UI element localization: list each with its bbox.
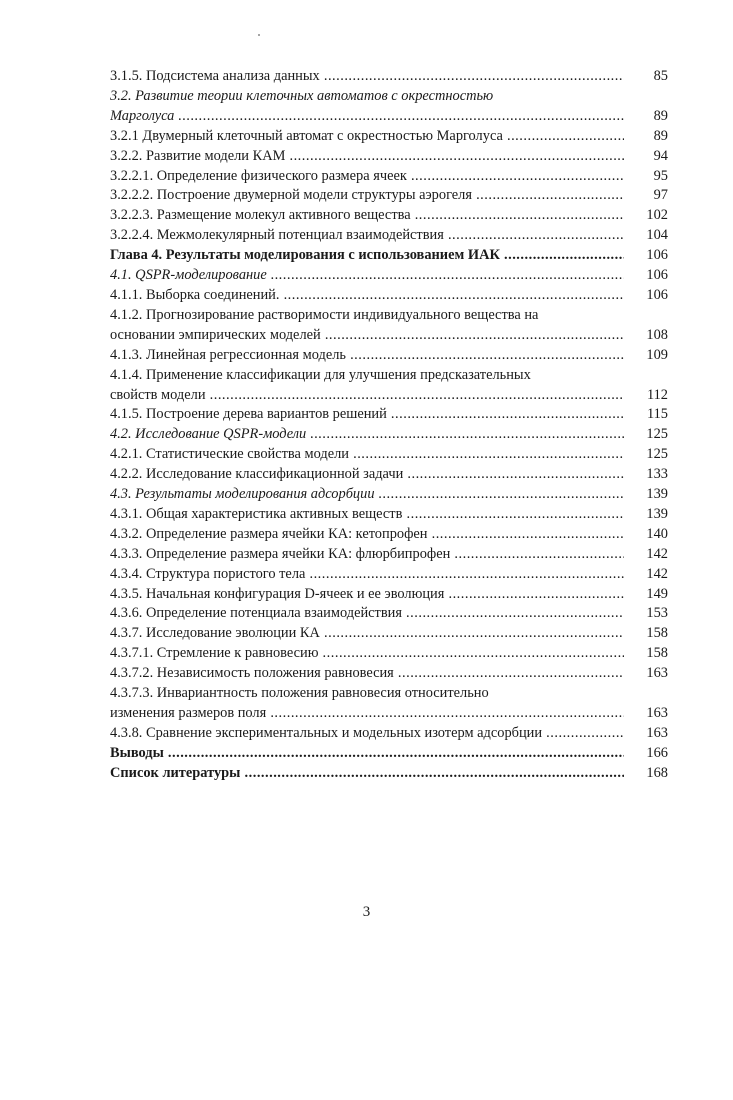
toc-entry-title: 4.1.5. Построение дерева вариантов решений .....: [110, 405, 624, 425]
toc-entry-title-line1: 4.3.7.3. Инвариантность положения равновесия относительно: [110, 685, 489, 702]
toc-entry-page: 139: [646, 505, 668, 522]
scan-speck: [258, 34, 260, 36]
toc-entry-4-3-6: [110, 604, 668, 624]
toc-entry-4-3-7-2: [110, 664, 668, 684]
toc-entry-4-3-7: [110, 624, 668, 644]
toc-entry-page: 140: [646, 525, 668, 542]
toc-entry-4-3-8: [110, 724, 668, 744]
toc-entry-title: 4.3.4. Структура пористого тела .....: [110, 565, 624, 585]
toc-entry-title-line1: 3.2. Развитие теории клеточных автоматов с окрестностью: [110, 87, 494, 104]
toc-entry-page: 158: [646, 645, 668, 662]
toc-entry-title: 4.3.5. Начальная конфигурация D-ячеек и ее эволюция .....: [110, 585, 624, 605]
toc-entry-page: 168: [646, 764, 668, 781]
toc-entry-title: 4.2.2. Исследование классификационной задачи .....: [110, 465, 624, 485]
toc-entry-title: 4.2.1. Статистические свойства модели .....: [110, 445, 624, 465]
toc-entry-4-2: [110, 425, 668, 445]
toc-entry-title: 3.2.2.2. Построение двумерной модели структуры аэрогеля .....: [110, 186, 624, 206]
toc-entry-3-2-2-4: [110, 226, 668, 246]
toc-entry-4-2-1: [110, 445, 668, 465]
toc-entry-3-2-2-1: [110, 167, 668, 187]
toc-entry-4-1: [110, 266, 668, 286]
toc-entry-page: 104: [646, 227, 668, 244]
toc-entry-title: 4.3. Результаты моделирования адсорбции .....: [110, 485, 624, 505]
toc-entry-4-1-2: [110, 306, 668, 346]
toc-entry-page: 125: [646, 446, 668, 463]
toc-entry-title: 4.2. Исследование QSPR-модели .....: [110, 425, 624, 445]
toc-entry-title: 4.1.1. Выборка соединений. .....: [110, 286, 624, 306]
toc-entry-title: 4.3.2. Определение размера ячейки КА: кетопрофен .....: [110, 525, 624, 545]
toc-entry-page: 97: [653, 187, 668, 204]
toc-entry-conclusions: [110, 744, 668, 764]
toc-entry-page: 166: [646, 744, 668, 761]
toc-entry-title: 4.1. QSPR-моделирование .....: [110, 266, 624, 286]
toc-entry-page: 106: [646, 286, 668, 303]
toc-entry-3-2: [110, 87, 668, 127]
toc-entry-4-1-4: [110, 366, 668, 406]
toc-entry-page: 89: [653, 107, 668, 124]
toc-entry-title: 3.1.5. Подсистема анализа данных .....: [110, 67, 624, 87]
toc-entry-title: изменения размеров поля .....: [110, 704, 624, 724]
toc-entry-title: Выводы .....: [110, 744, 624, 764]
toc-entry-page: 102: [646, 207, 668, 224]
toc-entry-title: Марголуса .....: [110, 107, 624, 127]
toc-entry-title: основании эмпирических моделей .....: [110, 326, 624, 346]
toc-entry-page: 163: [646, 665, 668, 682]
toc-entry-4-3-1: [110, 505, 668, 525]
toc-entry-chapter-4: [110, 246, 668, 266]
toc-entry-title-line1: 4.1.4. Применение классификации для улучшения предсказательных: [110, 366, 531, 383]
toc-entry-4-3-3: [110, 545, 668, 565]
table-of-contents: [110, 67, 668, 784]
toc-entry-page: 163: [646, 724, 668, 741]
toc-entry-4-1-1: [110, 286, 668, 306]
toc-entry-4-3-5: [110, 585, 668, 605]
toc-entry-4-3: [110, 485, 668, 505]
toc-entry-title: 4.3.1. Общая характеристика активных веществ .....: [110, 505, 624, 525]
toc-entry-page: 142: [646, 545, 668, 562]
toc-entry-page: 108: [646, 326, 668, 343]
toc-entry-page: 95: [653, 167, 668, 184]
toc-entry-title: 4.3.3. Определение размера ячейки КА: флюрбипрофен .....: [110, 545, 624, 565]
toc-entry-4-1-3: [110, 346, 668, 366]
toc-entry-page: 142: [646, 565, 668, 582]
toc-entry-title: 3.2.2.4. Межмолекулярный потенциал взаимодействия .....: [110, 226, 624, 246]
toc-entry-4-3-7-1: [110, 644, 668, 664]
toc-entry-title-line1: 4.1.2. Прогнозирование растворимости индивидуального вещества на: [110, 306, 539, 323]
toc-entry-4-1-5: [110, 405, 668, 425]
toc-entry-title: свойств модели .....: [110, 386, 624, 406]
toc-entry-page: 153: [646, 605, 668, 622]
toc-entry-page: 94: [653, 147, 668, 164]
toc-entry-page: 158: [646, 625, 668, 642]
toc-entry-4-3-2: [110, 525, 668, 545]
toc-entry-page: 125: [646, 426, 668, 443]
toc-entry-4-3-4: [110, 565, 668, 585]
toc-entry-title: 4.1.3. Линейная регрессионная модель .....: [110, 346, 624, 366]
toc-entry-title: 4.3.7. Исследование эволюции КА .....: [110, 624, 624, 644]
toc-entry-page: 89: [653, 127, 668, 144]
toc-entry-title: 3.2.2. Развитие модели КАМ .....: [110, 147, 624, 167]
toc-entry-references: [110, 764, 668, 784]
toc-entry-4-3-7-3: [110, 684, 668, 724]
toc-entry-page: 106: [646, 247, 668, 264]
toc-entry-page: 109: [646, 346, 668, 363]
toc-entry-title: 3.2.2.3. Размещение молекул активного вещества .....: [110, 206, 624, 226]
toc-entry-title: Список литературы .....: [110, 764, 624, 784]
toc-entry-page: 115: [646, 406, 668, 423]
toc-entry-3-2-2-2: [110, 186, 668, 206]
toc-entry-3-2-1: [110, 127, 668, 147]
toc-entry-3-2-2-3: [110, 206, 668, 226]
toc-entry-page: 85: [653, 68, 668, 84]
toc-entry-page: 133: [646, 466, 668, 483]
toc-entry-page: 139: [646, 486, 668, 503]
toc-entry-4-2-2: [110, 465, 668, 485]
toc-entry-page: 149: [646, 585, 668, 602]
toc-entry-title: 4.3.6. Определение потенциала взаимодействия .....: [110, 604, 624, 624]
toc-entry-title: 3.2.1 Двумерный клеточный автомат с окрестностью Марголуса .....: [110, 127, 624, 147]
page-number: 3: [362, 904, 371, 920]
toc-entry-title: 4.3.8. Сравнение экспериментальных и модельных изотерм адсорбции .....: [110, 724, 624, 744]
toc-entry-page: 112: [646, 386, 668, 403]
toc-entry-3-2-2: [110, 147, 668, 167]
toc-entry-title: 3.2.2.1. Определение физического размера ячеек .....: [110, 167, 624, 187]
toc-entry-3-1-5: [110, 67, 668, 87]
toc-entry-title: 4.3.7.1. Стремление к равновесию .....: [110, 644, 624, 664]
toc-entry-page: 106: [646, 267, 668, 284]
toc-entry-title: 4.3.7.2. Независимость положения равновесия .....: [110, 664, 624, 684]
toc-entry-title: Глава 4. Результаты моделирования с использованием ИАК .....: [110, 246, 624, 266]
toc-entry-page: 163: [646, 705, 668, 721]
